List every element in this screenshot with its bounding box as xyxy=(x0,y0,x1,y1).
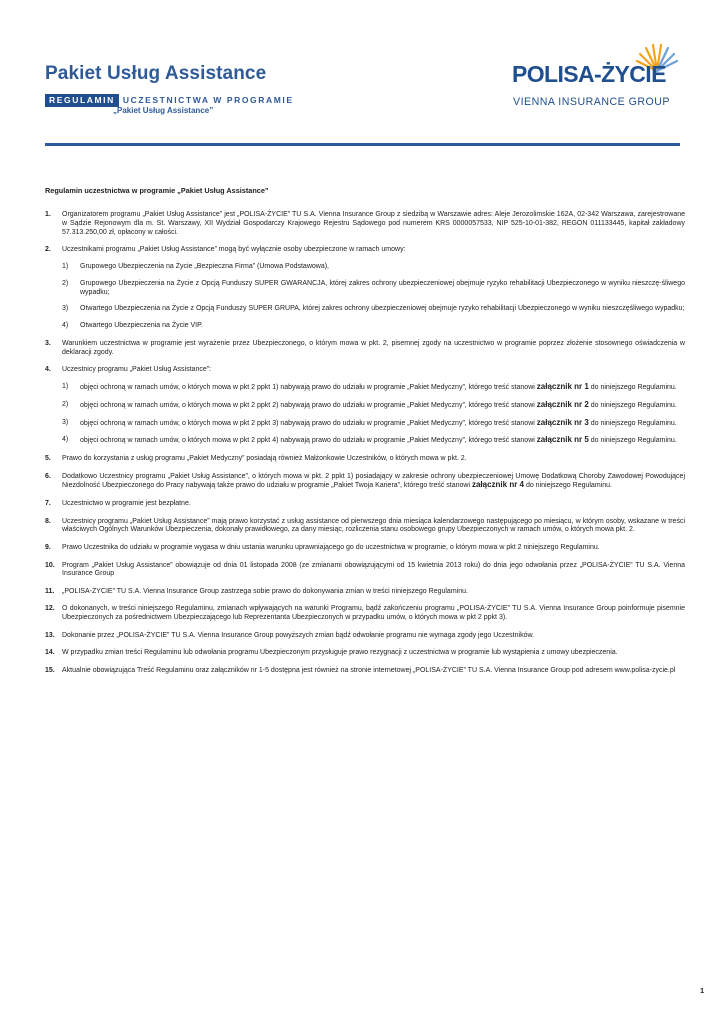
page-number: 1 xyxy=(700,986,705,995)
item-text: Warunkiem uczestnictwa w programie jest wyrażenie przez Ubezpieczonego, o którym mowa w pkt. 2, pisemnej zgody na uczestnictwo w programie poprzez złożenie stosownego oświadczenia w deklaracji zgody. xyxy=(62,339,685,356)
logo-group-name: VIENNA INSURANCE GROUP xyxy=(513,96,670,108)
sub-text: Grupowego Ubezpieczenia na Życie „Bezpieczna Firma” (Umowa Podstawowa), xyxy=(80,262,329,270)
sub-number: 3) xyxy=(62,418,69,426)
header-divider xyxy=(45,143,680,146)
item-text: „POLISA-ŻYCIE” TU S.A. Vienna Insurance Group zastrzega sobie prawo do dokonywania zmian w treści niniejszego Regulaminu. xyxy=(62,587,468,595)
list-item xyxy=(45,518,685,536)
item-number: 6. xyxy=(45,472,51,480)
sub-text-tail: do niniejszego Regulaminu. xyxy=(588,401,677,409)
program-name: „Pakiet Usług Assistance” xyxy=(113,106,214,115)
item-number: 13. xyxy=(45,631,55,639)
list-item xyxy=(45,340,685,358)
item-text: Uczestnicy programu „Pakiet Usług Assistance” mają prawo korzystać z usług assistance od pierwszego dnia miesiąca kalendarzowego następującego po miesiącu, w którym osoby, wskazane w treści właściwych Ogólnych Warunków Ubezpieczenia, dokonały prawidłowego, za dany miesiąc, rozliczenia stanu osobowego grupy Ubezpieczonych w ramach umów, o których mowa pkt. 2. xyxy=(62,517,685,534)
item-text-tail: do niniejszego Regulaminu. xyxy=(524,482,612,490)
sub-number: 2) xyxy=(62,279,69,287)
sub-text: Grupowego Ubezpieczenia na Życie z Opcją Funduszy SUPER GWARANCJA, której zakres ochrony ubezpieczeniowej obejmuje ryzyko rehabilitacji Ubezpieczonego w wyniku nieszczę-śliwego wypadku; xyxy=(80,279,685,296)
list-item xyxy=(45,562,685,580)
attachment-ref: załącznik nr 2 xyxy=(536,399,589,409)
attachment-ref: załącznik nr 4 xyxy=(471,480,524,490)
list-item xyxy=(45,605,685,623)
item-text: Uczestnikami programu „Pakiet Usług Assistance” mogą być wyłącznie osoby ubezpieczone w ramach umowy: xyxy=(62,246,406,254)
item-number: 7. xyxy=(45,499,51,507)
sub-text-tail: do niniejszego Regulaminu. xyxy=(588,383,677,391)
sublist xyxy=(62,263,685,331)
sub-text: objęci ochroną w ramach umów, o których mowa w pkt 2 ppkt 1) nabywają prawo do udziału w programie „Pakiet Medyczny”, którego treść stanowi xyxy=(80,383,537,391)
page-title: Pakiet Usług Assistance xyxy=(45,63,267,84)
item-text: Aktualnie obowiązująca Treść Regulaminu oraz załączników nr 1-5 dostępna jest również na stronie internetowej „POLISA-ŻYCIE” TU S.A. Vienna Insurance Group pod adresem www.polisa-zycie.pl xyxy=(62,667,676,675)
item-number: 11. xyxy=(45,587,55,595)
item-text: W przypadku zmian treści Regulaminu lub odwołania programu Ubezpieczonym przysługuje prawo rezygnacji z uczestnictwa w programie lub wystąpienia z umowy ubezpieczenia. xyxy=(62,649,618,657)
list-item xyxy=(45,455,685,464)
list-item xyxy=(45,649,685,658)
item-number: 15. xyxy=(45,667,55,675)
item-number: 2. xyxy=(45,246,51,254)
sub-number: 1) xyxy=(62,262,69,270)
sub-item xyxy=(62,436,685,446)
attachment-ref: załącznik nr 1 xyxy=(536,381,589,391)
list-item xyxy=(45,211,685,237)
sub-item xyxy=(62,419,685,429)
sub-text: Otwartego Ubezpieczenia na Życie VIP. xyxy=(80,322,203,330)
sub-number: 4) xyxy=(62,322,69,330)
sub-number: 4) xyxy=(62,436,69,444)
list-item xyxy=(45,588,685,597)
list-item xyxy=(45,632,685,641)
item-number: 14. xyxy=(45,649,55,657)
sub-text-tail: do niniejszego Regulaminu. xyxy=(588,437,677,445)
sub-item xyxy=(62,401,685,411)
item-number: 9. xyxy=(45,543,51,551)
list-item xyxy=(45,473,685,492)
list-item xyxy=(45,500,685,509)
item-text: Prawo do korzystania z usług programu „Pakiet Medyczny” posiadają również Małżonkowie Uczestników, o których mowa w pkt. 2. xyxy=(62,454,467,462)
item-number: 8. xyxy=(45,517,51,525)
sub-text: Otwartego Ubezpieczenia na Życie z Opcją Funduszy SUPER GRUPA, której zakres ochrony ubezpieczeniowej obejmuje ryzyko rehabilitacji Ubezpieczonego w wyniku nieszczęśliwego wypadku; xyxy=(80,305,685,313)
item-number: 12. xyxy=(45,605,55,613)
sub-text: objęci ochroną w ramach umów, o których mowa w pkt 2 ppkt 4) nabywają prawo do udziału w programie „Pakiet Medyczny”, którego treść stanowi xyxy=(80,437,537,445)
item-text: Dodatkowo Uczestnicy programu „Pakiet Usług Assistance”, o których mowa w pkt. 2 ppkt 1) posiadający w zakresie ochrony ubezpieczeniowej Umowę Dodatkową Choroby Zawodowej Powodującej Niezdolność Ubezpieczonego do Pracy nabywają także prawo do udziału w programie „Pakiet Twoja Kariera”, którego treść stanowi xyxy=(62,472,685,490)
item-text: Program „Pakiet Usług Assistance” obowiązuje od dnia 01 listopada 2008 (ze zmianami obowiązującymi od 15 kwietnia 2013 roku) do dnia jego odwołania przez „POLISA-ŻYCIE” TU S.A. Vienna Insurance Group xyxy=(62,561,685,578)
attachment-ref: załącznik nr 3 xyxy=(536,417,589,427)
regulation-body xyxy=(45,211,685,685)
item-number: 10. xyxy=(45,561,55,569)
item-number: 4. xyxy=(45,366,51,374)
logo-wordmark: POLISA-ŻYCIE xyxy=(512,61,666,87)
item-number: 5. xyxy=(45,454,51,462)
regulamin-badge: REGULAMIN xyxy=(45,94,119,107)
sub-number: 2) xyxy=(62,400,69,408)
item-text: Prawo Uczestnika do udziału w programie wygasa w dniu ustania warunku uprawniającego go do uczestnictwa w programie, o którym mowa w pkt 2 niniejszego Regulaminu. xyxy=(62,543,600,551)
sub-item xyxy=(62,305,685,314)
attachment-ref: załącznik nr 5 xyxy=(536,435,589,445)
list-item xyxy=(45,667,685,676)
item-text: Uczestnicy programu „Pakiet Usług Assistance”: xyxy=(62,366,211,374)
item-text: Uczestnictwo w programie jest bezpłatne. xyxy=(62,499,191,507)
document-heading: Regulamin uczestnictwa w programie „Pakiet Usług Assistance” xyxy=(45,186,269,195)
sub-number: 3) xyxy=(62,305,69,313)
sub-number: 1) xyxy=(62,382,69,390)
item-text: O dokonanych, w treści niniejszego Regulaminu, zmianach wpływających na warunki Programu, bądź zakończeniu programu „POLISA-ŻYCIE” TU S.A. Vienna Insurance Group poinformuje pisemnie Ubezpieczonych za pośrednictwem Ubezpieczającego lub Reprezentanta Ubezpieczonych w przypadku umów, o których mowa w pkt 2 ppkt 3). xyxy=(62,605,685,622)
item-number: 1. xyxy=(45,211,51,218)
sub-item xyxy=(62,263,685,272)
item-number: 3. xyxy=(45,339,51,347)
document-subheader xyxy=(45,94,294,106)
item-text: Dokonanie przez „POLISA-ŻYCIE” TU S.A. Vienna Insurance Group powyższych zmian bądź odwołanie programu nie wymaga zgody jego Uczestników. xyxy=(62,631,535,639)
subtitle: UCZESTNICTWA W PROGRAMIE xyxy=(122,94,294,105)
list-item xyxy=(45,246,685,331)
sublist xyxy=(62,383,685,446)
sub-text: objęci ochroną w ramach umów, o których mowa w pkt 2 ppkt 2) nabywają prawo do udziału w programie „Pakiet Medyczny”, którego treść stanowi xyxy=(80,401,537,409)
item-text: Organizatorem programu „Pakiet Usług Assistance” jest „POLISA-ŻYCIE” TU S.A. Vienna Insurance Group z siedzibą w Warszawie adres: Aleje Jerozolimskie 162A, 02-342 Warszawa, zarejestrowane w Sądzie Rejonowym dla m. St. Warszawy, XII Wydział Gospodarczy Krajowego Rejestru Sądowego pod numerem KRS 0000057533, NIP 525-10-01-382, REGON 011133445, kapitał zakładowy 57.313.250,00 zł, opłacony w całości. xyxy=(62,211,685,236)
sub-item xyxy=(62,383,685,393)
sub-item xyxy=(62,280,685,298)
sub-text: objęci ochroną w ramach umów, o których mowa w pkt 2 ppkt 3) nabywają prawo do udziału w programie „Pakiet Medyczny”, którego treść stanowi xyxy=(80,419,537,427)
sub-item xyxy=(62,322,685,331)
company-logo xyxy=(512,43,682,113)
list-item xyxy=(45,544,685,553)
list-item xyxy=(45,366,685,446)
sub-text-tail: do niniejszego Regulaminu. xyxy=(588,419,677,427)
